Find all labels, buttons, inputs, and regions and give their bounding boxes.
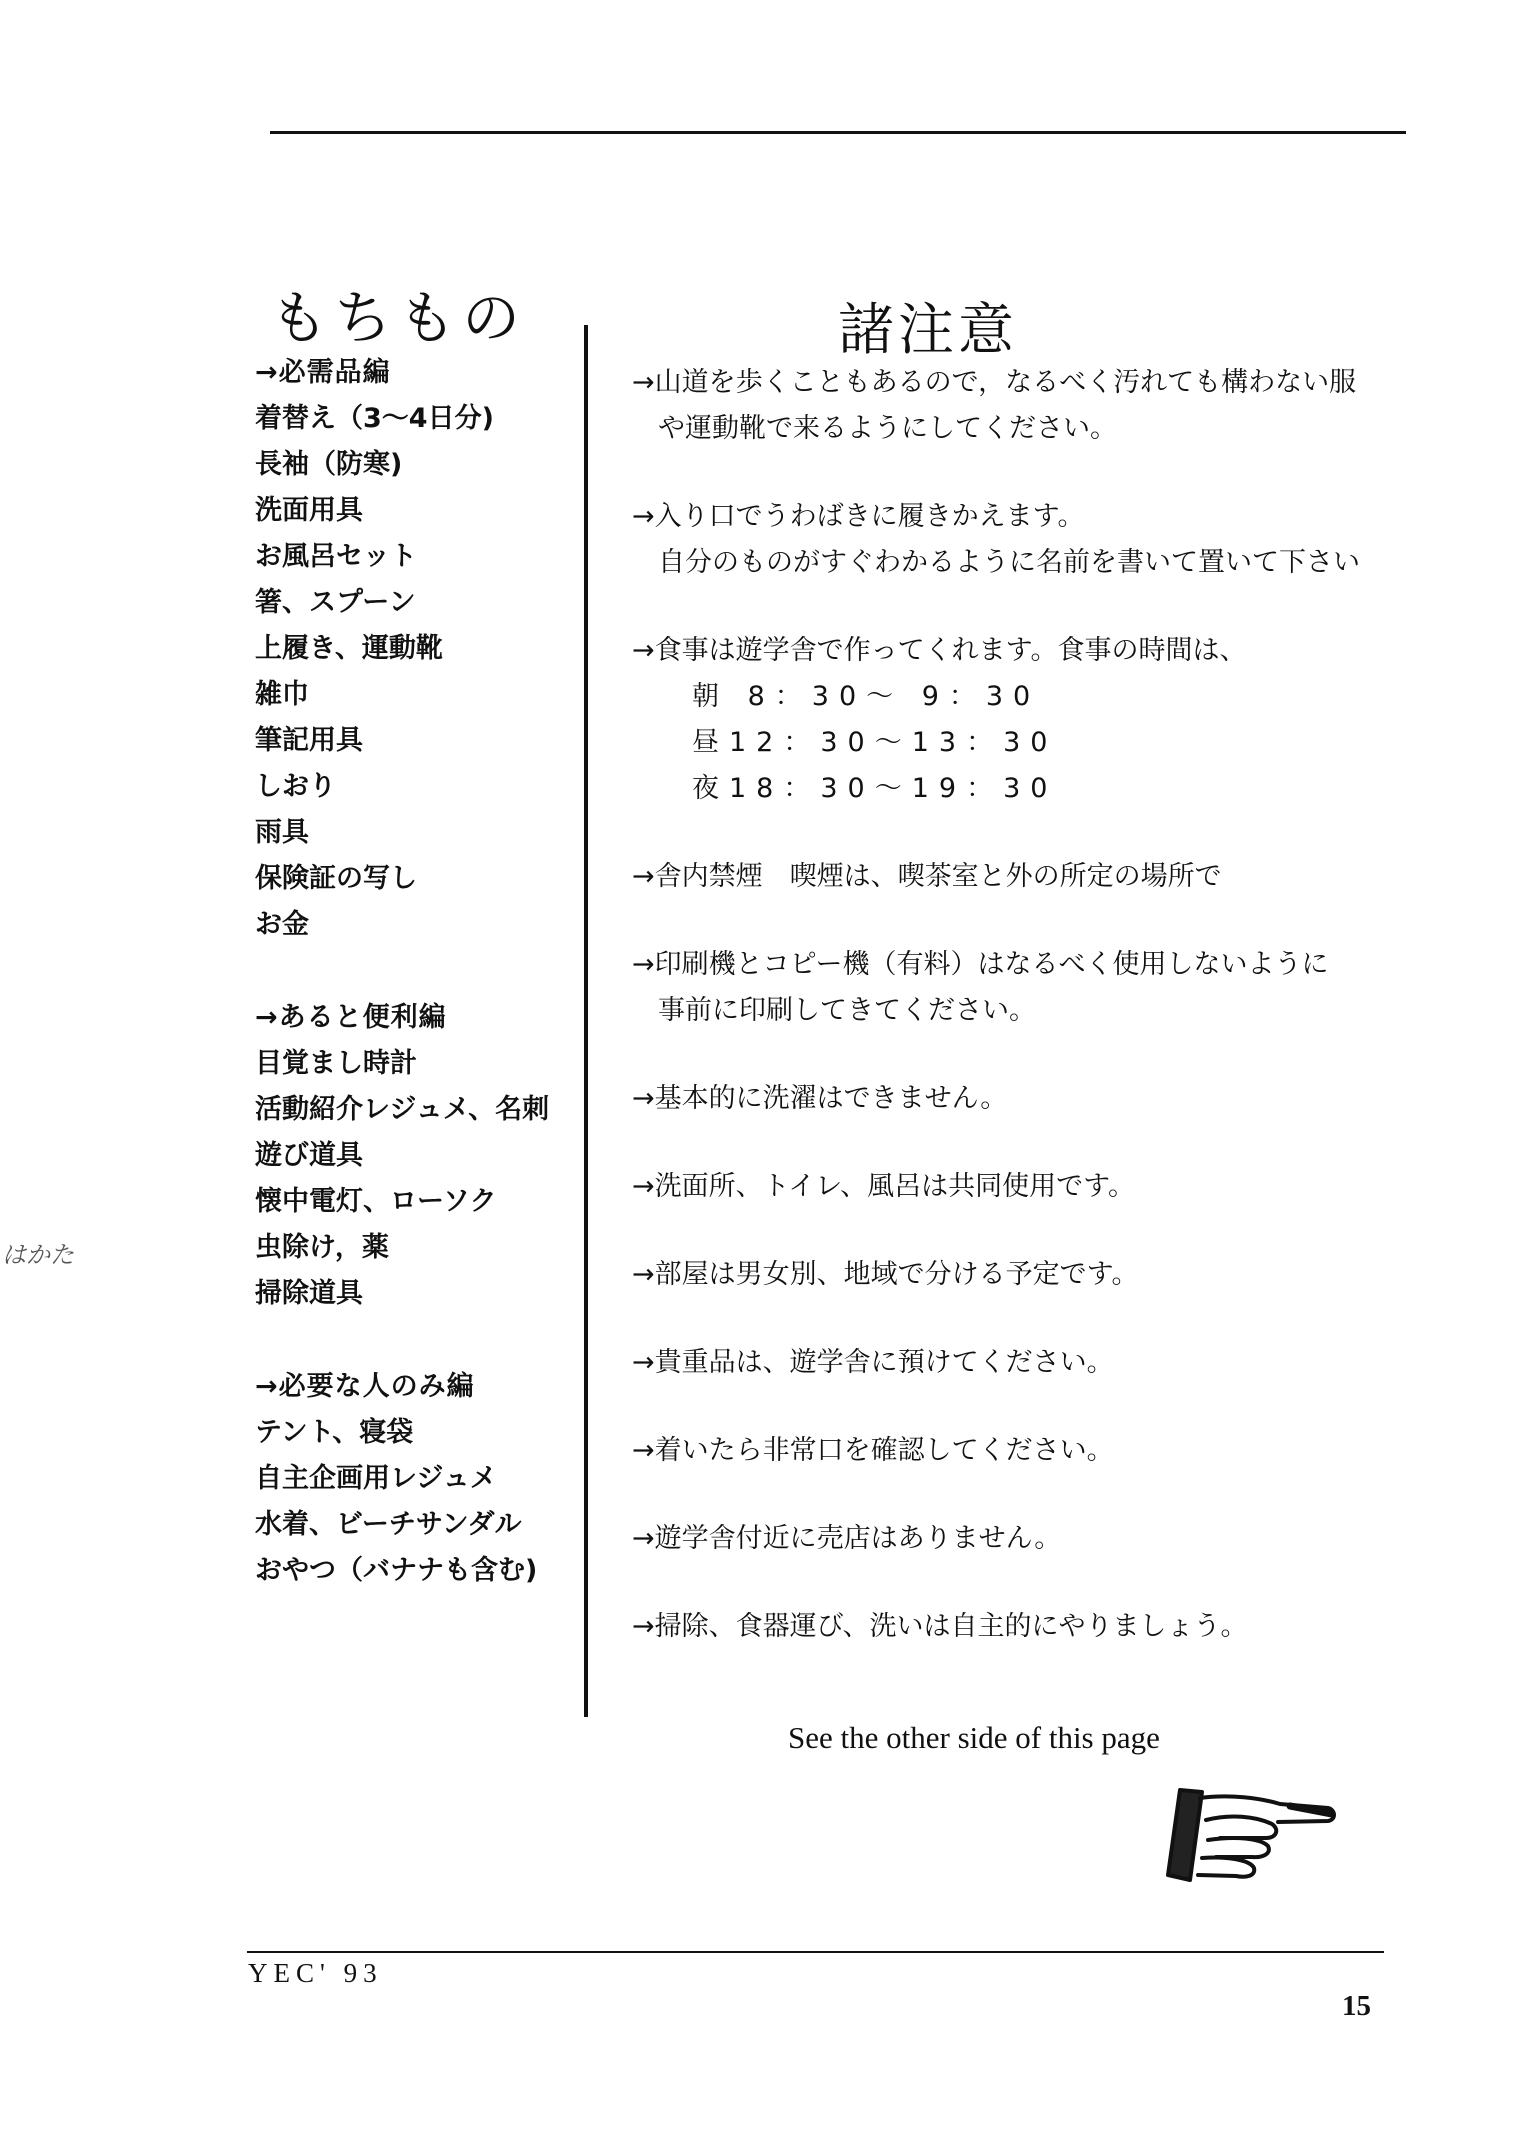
list-item: →あると便利編 (255, 1002, 447, 1033)
notice-item (632, 1516, 1422, 1562)
notice-line: →着いたら非常口を確認してください。 (632, 1435, 1114, 1466)
notice-line: 事前に印刷してきてください。 (658, 995, 1036, 1026)
list-item: 遊び道具 (255, 1140, 363, 1171)
meal-time-dinner: 夜18：30～19：30 (692, 773, 1058, 804)
top-rule (270, 131, 1406, 134)
notice-line: 自分のものがすぐわかるように名前を書いて置いて下さい (658, 547, 1360, 578)
notice-item (632, 360, 1422, 452)
list-item: 着替え（3～4日分) (255, 403, 494, 434)
list-item: おやつ（バナナも含む) (255, 1555, 538, 1586)
notices-list (632, 360, 1422, 1650)
notice-line: →基本的に洗濯はできません。 (632, 1083, 1008, 1114)
notice-line: →掃除、食器運び、洗いは自主的にやりましょう。 (632, 1611, 1248, 1642)
pointing-hand-icon (1150, 1780, 1340, 1890)
notice-line: →印刷機とコピー機（有料）はなるべく使用しないように (632, 949, 1329, 980)
list-item: 水着、ビーチサンダル (255, 1509, 522, 1540)
notice-line: →遊学舎付近に売店はありません。 (632, 1523, 1062, 1554)
list-item: 掃除道具 (255, 1278, 363, 1309)
list-item: 自主企画用レジュメ (255, 1463, 497, 1494)
meal-time-breakfast: 朝 8：30～ 9：30 (692, 681, 1041, 712)
notice-item (632, 628, 1422, 812)
notices-title: 諸注意 (838, 297, 1018, 363)
notice-line: →洗面所、トイレ、風呂は共同使用です。 (632, 1171, 1135, 1202)
list-item: 雨具 (255, 817, 309, 848)
footer-label: YEC' 93 (248, 1958, 383, 1988)
list-item: 雑巾 (255, 679, 309, 710)
list-item: 上履き、運動靴 (255, 633, 443, 664)
list-item: 懐中電灯、ローソク (255, 1186, 497, 1217)
list-item: お金 (255, 909, 309, 940)
notice-item (632, 1604, 1422, 1650)
page-number: 15 (1342, 1990, 1371, 2022)
belongings-list (255, 350, 585, 1641)
list-item: 活動紹介レジュメ、名刺 (255, 1094, 550, 1125)
notice-item (632, 854, 1422, 900)
list-item: お風呂セット (255, 541, 417, 572)
notice-item (632, 494, 1422, 586)
see-other-side-note: See the other side of this page (788, 1720, 1160, 1755)
list-item: 目覚まし時計 (255, 1048, 417, 1079)
group-optional (255, 1364, 585, 1594)
meal-time-lunch: 昼12：30～13：30 (692, 727, 1058, 758)
notice-item (632, 1076, 1422, 1122)
list-item: 保険証の写し (255, 863, 417, 894)
list-item: 洗面用具 (255, 495, 363, 526)
group-essentials (255, 350, 585, 948)
list-item: 筆記用具 (255, 725, 363, 756)
belongings-title: もちもの (270, 283, 527, 352)
list-item: しおり (255, 771, 336, 802)
notice-item (632, 1164, 1422, 1210)
notice-line: →食事は遊学舎で作ってくれます。食事の時間は、 (632, 635, 1247, 666)
notice-line: →部屋は男女別、地域で分ける予定です。 (632, 1259, 1139, 1290)
list-item: →必需品編 (255, 357, 391, 388)
notice-line: →舎内禁煙 喫煙は、喫茶室と外の所定の場所で (632, 861, 1222, 892)
list-item: テント、寝袋 (255, 1417, 414, 1448)
notice-item (632, 1252, 1422, 1298)
notice-item (632, 942, 1422, 1034)
list-item: →必要な人のみ編 (255, 1371, 475, 1402)
group-convenient (255, 995, 585, 1317)
list-item: 虫除け，薬 (255, 1232, 389, 1263)
bottom-rule (247, 1951, 1384, 1953)
notice-line: →入り口でうわばきに履きかえます。 (632, 501, 1085, 532)
list-item: 箸、スプーン (255, 587, 416, 618)
notice-item (632, 1428, 1422, 1474)
notice-line: →貴重品は、遊学舎に預けてください。 (632, 1347, 1114, 1378)
list-item: 長袖（防寒) (255, 449, 403, 480)
margin-note: はかた (2, 1241, 74, 1269)
notice-line: や運動靴で来るようにしてください。 (658, 413, 1117, 444)
notice-line: →山道を歩くこともあるので，なるべく汚れても構わない服 (632, 367, 1357, 398)
notice-item (632, 1340, 1422, 1386)
